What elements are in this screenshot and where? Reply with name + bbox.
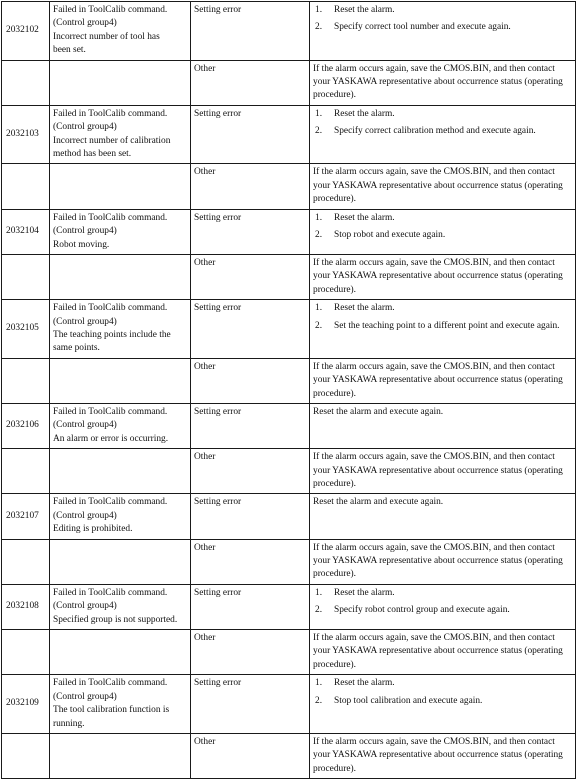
- remedy-steps: [313, 4, 572, 35]
- alarm-message-cell: [50, 2, 191, 61]
- remedy-step: [313, 695, 572, 708]
- step-text: Specify robot control group and execute again.: [334, 605, 510, 616]
- alarm-message-line: (Control group4): [53, 420, 117, 431]
- cause-other: Other: [191, 254, 310, 299]
- remedy-steps: [313, 302, 572, 333]
- remedy-other: If the alarm occurs again, save the CMOS.BIN, and then contact your YASKAWA representative about occurrence status (operating procedure).: [310, 449, 576, 494]
- step-number: 2.: [315, 605, 323, 616]
- remedy-setting-error: [310, 105, 576, 164]
- empty-cell: [50, 733, 191, 778]
- step-text: Specify correct calibration method and execute again.: [334, 126, 536, 137]
- remedy-setting-error: [310, 300, 576, 359]
- empty-cell: [2, 254, 50, 299]
- alarm-message-line: (Control group4): [53, 316, 117, 327]
- remedy-other: If the alarm occurs again, save the CMOS.BIN, and then contact your YASKAWA representative about occurrence status (operating procedure).: [310, 630, 576, 675]
- empty-cell: [50, 164, 191, 209]
- alarm-row: [2, 403, 576, 448]
- alarm-message-line: Failed in ToolCalib command.: [53, 5, 168, 15]
- empty-cell: [2, 733, 50, 778]
- empty-cell: [50, 630, 191, 675]
- alarm-message-line: (Control group4): [53, 226, 117, 237]
- remedy-step: [313, 604, 572, 617]
- step-text: Stop tool calibration and execute again.: [334, 695, 483, 706]
- step-number: 2.: [315, 695, 323, 706]
- cause-other: Other: [191, 60, 310, 105]
- cause-setting-error: Setting error: [191, 675, 310, 734]
- remedy-other: If the alarm occurs again, save the CMOS.BIN, and then contact your YASKAWA representative about occurrence status (operating procedure).: [310, 733, 576, 778]
- alarm-row: [2, 105, 576, 164]
- alarm-message-line: Failed in ToolCalib command.: [53, 303, 168, 314]
- cause-setting-error: Setting error: [191, 300, 310, 359]
- alarm-message-line: Failed in ToolCalib command.: [53, 678, 168, 689]
- alarm-row-other: [2, 254, 576, 299]
- remedy-step: [313, 125, 572, 138]
- remedy-step: [313, 320, 572, 333]
- remedy-other: If the alarm occurs again, save the CMOS.BIN, and then contact your YASKAWA representative about occurrence status (operating procedure).: [310, 60, 576, 105]
- alarm-message-line: Failed in ToolCalib command.: [53, 212, 168, 223]
- remedy-setting-error: Reset the alarm and execute again.: [310, 403, 576, 448]
- alarm-code: 2032105: [2, 300, 50, 359]
- step-text: Reset the alarm.: [334, 587, 395, 598]
- remedy-other: If the alarm occurs again, save the CMOS.BIN, and then contact your YASKAWA representative about occurrence status (operating procedure).: [310, 539, 576, 584]
- empty-cell: [2, 539, 50, 584]
- step-number: 1.: [315, 678, 323, 689]
- cause-other: Other: [191, 164, 310, 209]
- alarm-row: [2, 494, 576, 539]
- remedy-setting-error: [310, 675, 576, 734]
- alarm-message-line: Robot moving.: [53, 239, 110, 250]
- step-number: 2.: [315, 230, 323, 241]
- alarm-code: 2032109: [2, 675, 50, 734]
- step-number: 2.: [315, 126, 323, 137]
- alarm-row-other: [2, 449, 576, 494]
- alarm-message-line: (Control group4): [53, 510, 117, 521]
- remedy-step: [313, 4, 572, 17]
- alarm-row: [2, 584, 576, 629]
- cause-setting-error: Setting error: [191, 209, 310, 254]
- alarm-row-other: [2, 630, 576, 675]
- step-text: Reset the alarm.: [334, 212, 395, 223]
- alarm-row-other: [2, 358, 576, 403]
- alarm-message-cell: [50, 300, 191, 359]
- alarm-message-line: Failed in ToolCalib command.: [53, 108, 168, 119]
- cause-setting-error: Setting error: [191, 584, 310, 629]
- empty-cell: [50, 254, 191, 299]
- alarm-row: [2, 2, 576, 61]
- alarm-row-other: [2, 164, 576, 209]
- alarm-message-line: running.: [53, 718, 85, 729]
- alarm-message-line: Incorrect number of calibration: [53, 135, 171, 146]
- remedy-setting-error: [310, 209, 576, 254]
- step-text: Reset the alarm.: [334, 108, 395, 119]
- alarm-message-line: Failed in ToolCalib command.: [53, 406, 168, 417]
- cause-other: Other: [191, 449, 310, 494]
- alarm-code: 2032106: [2, 403, 50, 448]
- remedy-steps: [313, 587, 572, 618]
- alarm-table-body: [2, 2, 576, 779]
- empty-cell: [2, 358, 50, 403]
- cause-other: Other: [191, 358, 310, 403]
- alarm-message-line: Failed in ToolCalib command.: [53, 587, 168, 598]
- cause-other: Other: [191, 630, 310, 675]
- remedy-setting-error: Reset the alarm and execute again.: [310, 494, 576, 539]
- alarm-row: [2, 209, 576, 254]
- alarm-message-line: An alarm or error is occurring.: [53, 433, 169, 444]
- remedy-step: [313, 302, 572, 315]
- alarm-row-other: [2, 539, 576, 584]
- alarm-message-cell: [50, 494, 191, 539]
- empty-cell: [2, 449, 50, 494]
- remedy-setting-error: [310, 584, 576, 629]
- alarm-row: [2, 675, 576, 734]
- alarm-message-line: (Control group4): [53, 122, 117, 133]
- alarm-message-cell: [50, 584, 191, 629]
- alarm-code: 2032102: [2, 2, 50, 61]
- step-text: Specify correct tool number and execute again.: [334, 22, 511, 33]
- alarm-message-line: (Control group4): [53, 18, 117, 29]
- step-text: Reset the alarm.: [334, 5, 395, 15]
- alarm-message-line: (Control group4): [53, 601, 117, 612]
- remedy-step: [313, 229, 572, 242]
- alarm-message-line: (Control group4): [53, 691, 117, 702]
- step-number: 1.: [315, 212, 323, 223]
- alarm-message-cell: [50, 403, 191, 448]
- step-number: 1.: [315, 108, 323, 119]
- empty-cell: [2, 164, 50, 209]
- alarm-message-line: Failed in ToolCalib command.: [53, 497, 168, 508]
- alarm-message-line: The tool calibration function is: [53, 705, 170, 716]
- alarm-code: 2032103: [2, 105, 50, 164]
- remedy-steps: [313, 212, 572, 243]
- step-number: 2.: [315, 320, 323, 331]
- alarm-code: 2032108: [2, 584, 50, 629]
- remedy-setting-error: [310, 2, 576, 61]
- empty-cell: [2, 60, 50, 105]
- alarm-row-other: [2, 60, 576, 105]
- remedy-steps: [313, 108, 572, 139]
- step-text: Reset the alarm.: [334, 303, 395, 314]
- step-number: 1.: [315, 303, 323, 314]
- remedy-step: [313, 587, 572, 600]
- step-text: Set the teaching point to a different point and execute again.: [334, 320, 560, 331]
- remedy-step: [313, 677, 572, 690]
- alarm-message-cell: [50, 209, 191, 254]
- step-text: Reset the alarm.: [334, 678, 395, 689]
- alarm-message-line: been set.: [53, 45, 86, 56]
- alarm-message-line: Editing is prohibited.: [53, 524, 133, 535]
- alarm-code: 2032107: [2, 494, 50, 539]
- remedy-step: [313, 21, 572, 34]
- cause-setting-error: Setting error: [191, 494, 310, 539]
- alarm-row: [2, 300, 576, 359]
- empty-cell: [2, 630, 50, 675]
- empty-cell: [50, 60, 191, 105]
- alarm-message-line: Specified group is not supported.: [53, 614, 178, 625]
- remedy-other: If the alarm occurs again, save the CMOS.BIN, and then contact your YASKAWA representative about occurrence status (operating procedure).: [310, 254, 576, 299]
- empty-cell: [50, 539, 191, 584]
- alarm-message-cell: [50, 675, 191, 734]
- alarm-code: 2032104: [2, 209, 50, 254]
- alarm-message-cell: [50, 105, 191, 164]
- remedy-steps: [313, 677, 572, 708]
- remedy-step: [313, 212, 572, 225]
- alarm-message-line: method has been set.: [53, 149, 132, 160]
- step-text: Stop robot and execute again.: [334, 230, 446, 241]
- cause-other: Other: [191, 733, 310, 778]
- cause-setting-error: Setting error: [191, 105, 310, 164]
- remedy-other: If the alarm occurs again, save the CMOS.BIN, and then contact your YASKAWA representative about occurrence status (operating procedure).: [310, 164, 576, 209]
- empty-cell: [50, 449, 191, 494]
- remedy-other: If the alarm occurs again, save the CMOS.BIN, and then contact your YASKAWA representative about occurrence status (operating procedure).: [310, 358, 576, 403]
- alarm-message-line: Incorrect number of tool has: [53, 31, 160, 42]
- empty-cell: [50, 358, 191, 403]
- alarm-table: [1, 1, 576, 779]
- remedy-step: [313, 108, 572, 121]
- alarm-row-other: [2, 733, 576, 778]
- step-number: 1.: [315, 587, 323, 598]
- step-number: 2.: [315, 22, 323, 33]
- step-number: 1.: [315, 5, 323, 15]
- cause-other: Other: [191, 539, 310, 584]
- cause-setting-error: Setting error: [191, 403, 310, 448]
- alarm-message-line: same points.: [53, 343, 100, 354]
- cause-setting-error: Setting error: [191, 2, 310, 61]
- alarm-message-line: The teaching points include the: [53, 329, 171, 340]
